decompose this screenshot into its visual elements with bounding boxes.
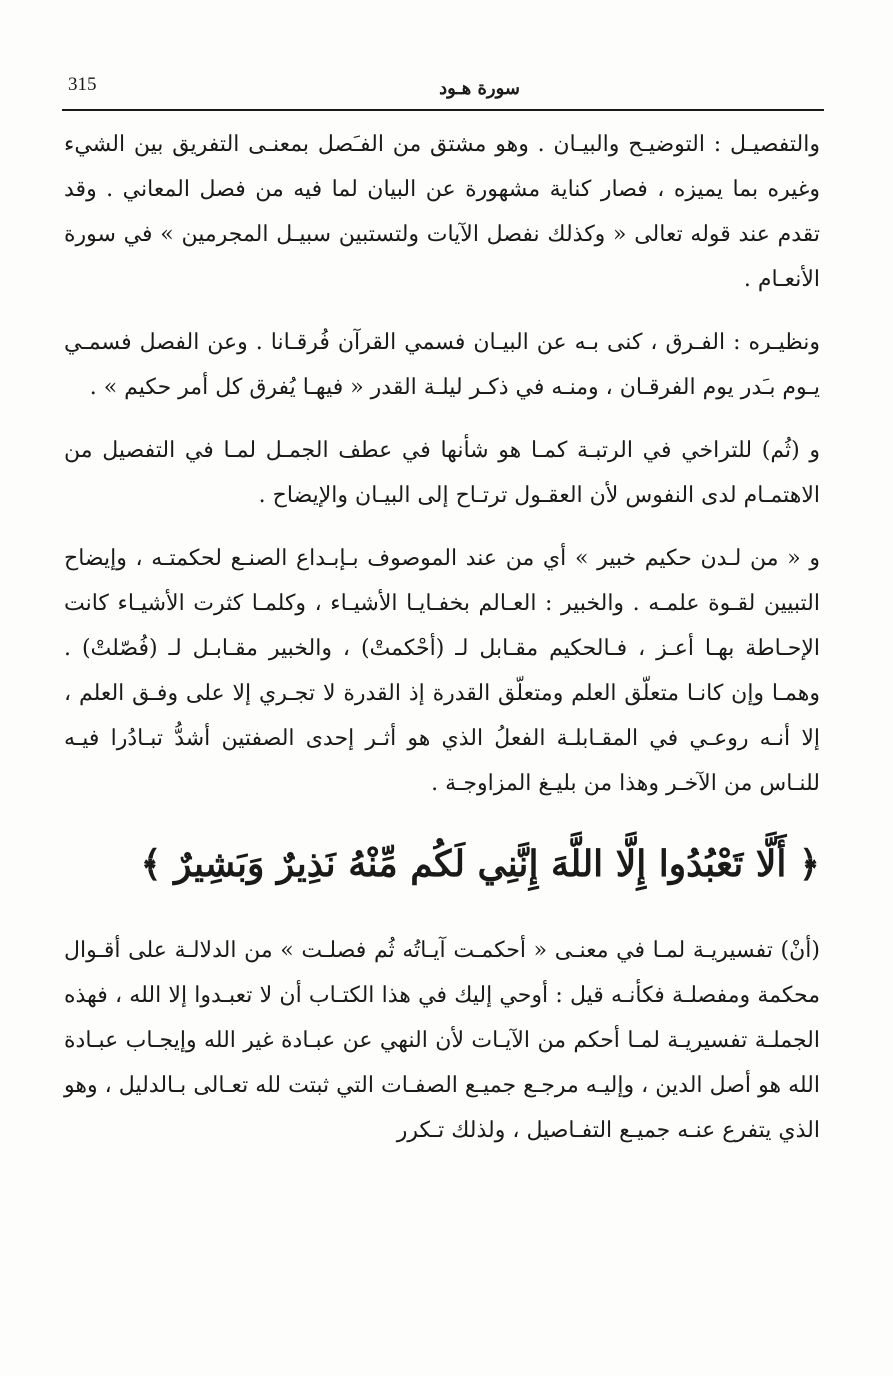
paragraph-tafsil: والتفصيـل : التوضيـح والبيـان . وهو مشتق من الفـَصل بمعنـى التفريق بين الشيء وغيره بما يميزه ، فصار كناية مشهورة عن البيان لما فيه من فصل المعاني . وقد تقدم عند قوله تعالى « وكذلك نفصل الآيات ولتستبين سبيـل المجرمين » في سورة الأنعـام . [64,132,820,292]
paragraph-ladun: و « من لـدن حكيم خبير » أي من عند الموصوف بـإبـداع الصنـع لحكمتـه ، وإيضاح التبيين لقـوة علمـه . والخبير : العـالم بخفـايـا الأشيـاء ، وكلمـا كثرت الأشيـاء كانت الإحـاطة بهـا أعـز ، فـالحكيم مقـابل لـ (أحْكمتْ) ، والخبير مقـابـل لـ (فُصّلتْ) . وهمـا وإن كانـا متعلّق العلم ومتعلّق القدرة إذ القدرة لا تجـري إلا على وفـق العلم ، إلا أنـه روعـي في المقـابلـة الفعلُ الذي هو أثـر إحدى الصفتين أشدُّ تبـادُرا فيـه للنـاس من الآخـر وهذا من بليـغ المزاوجـة . [64,546,820,796]
header-divider [62,109,824,111]
paragraph-an-tafsiriya: (أنْ) تفسيريـة لمـا في معنـى « أحكمـت آيـاتُه ثُم فصلـت » من الدلالـة على أقـوال محكمة ومفصلـة فكأنـه قيل : أوحي إليك في هذا الكتـاب أن لا تعبـدوا إلا الله ، فهذه الجملـة تفسيريـة لمـا أحكم من الآيـات لأن النهي عن عبـادة غير الله وإيجـاب عبـادة الله هو أصل الدين ، وإليـه مرجـع جميـع الصفـات التي ثبتت لله تعـالى بـالدليل ، وهو الذي يتفرع عنـه جميـع التفـاصيل ، ولذلك تـكرر [64,938,820,1143]
page-number: 315 [68,74,97,95]
page-header [62,70,822,112]
surah-title: سورة هـود [439,78,520,99]
body-text [64,122,820,1171]
paragraph-thumma: و (ثُم) للتراخي في الرتبـة كمـا هو شأنها في عطف الجمـل لمـا في التفصيل من الاهتمـام لدى النفوس لأن العقـول ترتـاح إلى البيـان والإيضاح . [64,438,820,508]
paragraph-nazir: ونظيـره : الفـرق ، كنى بـه عن البيـان فسمي القرآن فُرقـانا . وعن الفصل فسمـي يـوم بـَدر يوم الفرقـان ، ومنـه في ذكـر ليلـة القدر « فيهـا يُفرق كل أمر حكيم » . [64,330,820,400]
quran-verse: ﴿ أَلَّا تَعْبُدُوا إِلَّا اللَّهَ إِنَّنِي لَكُم مِّنْهُ نَذِيرٌ وَبَشِيرٌ ﴾ [140,843,820,885]
